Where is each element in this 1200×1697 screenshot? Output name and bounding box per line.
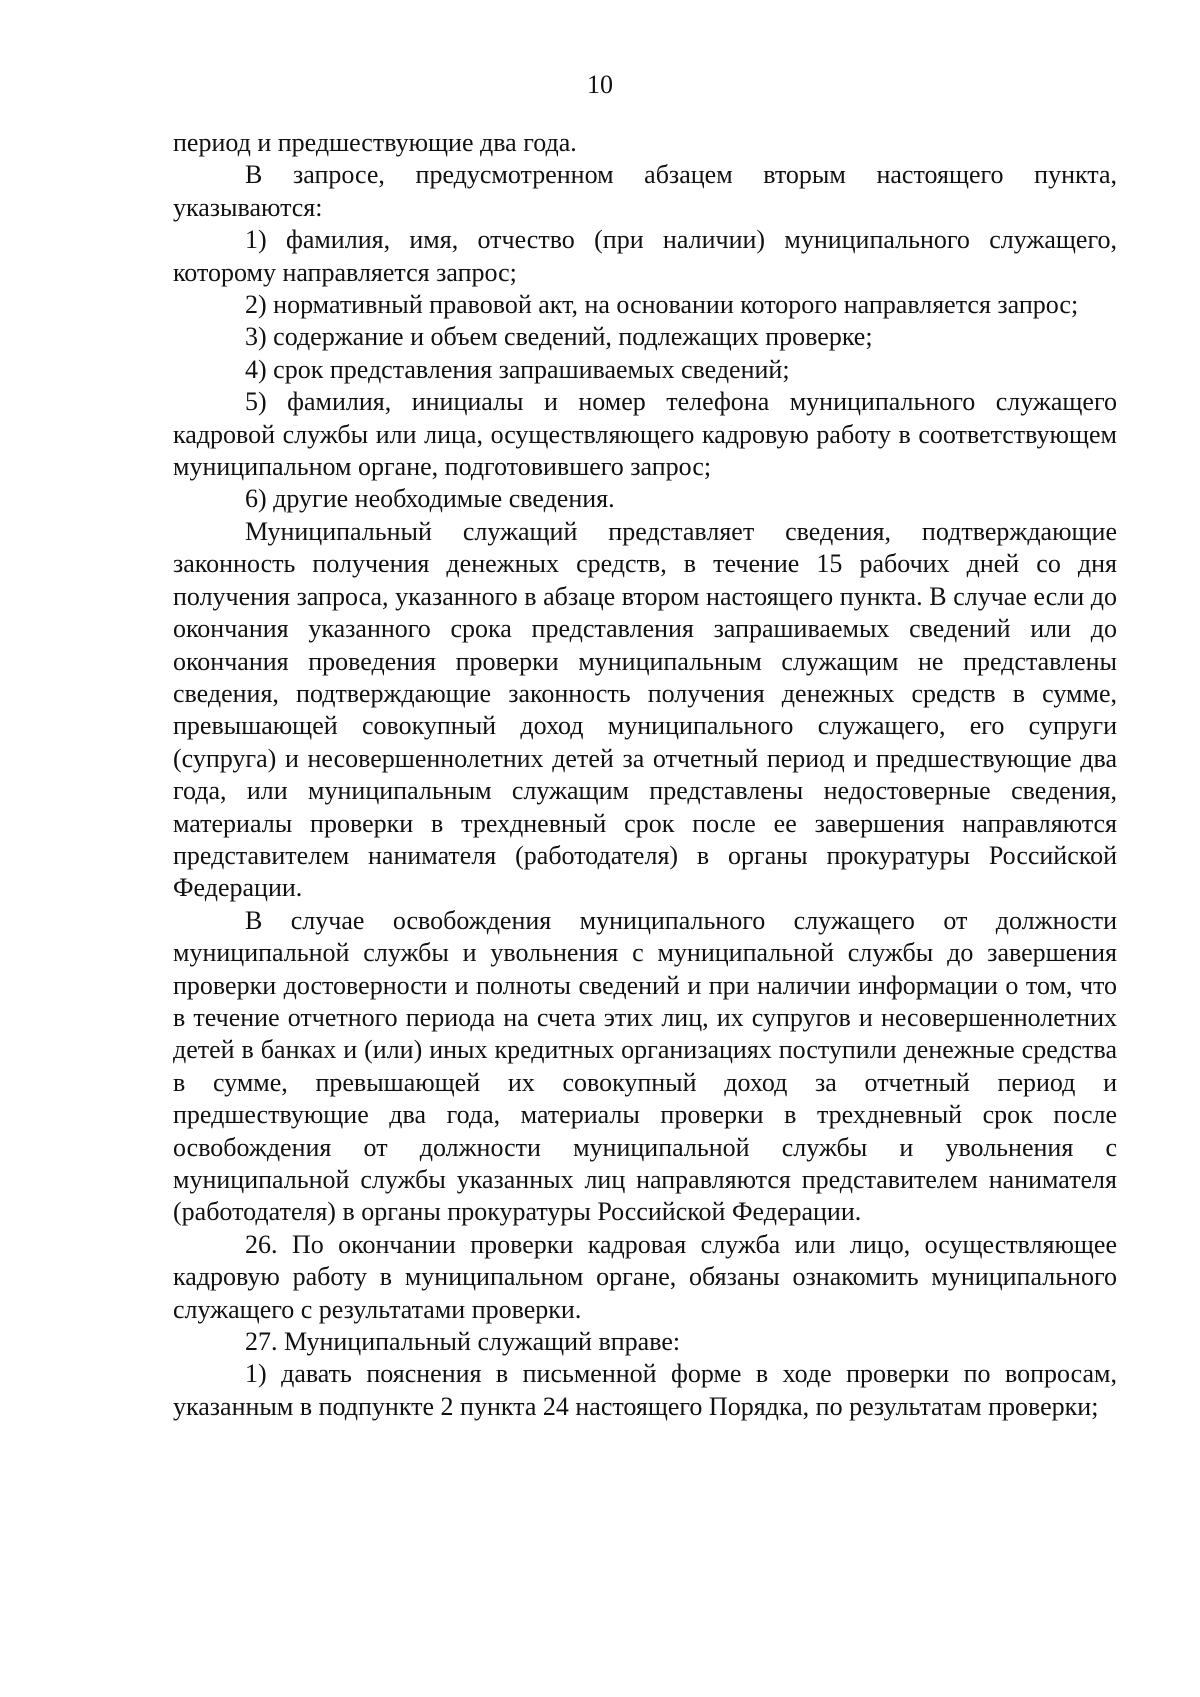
paragraph: В запросе, предусмотренном абзацем вторым настоящего пункта, указываются: [173, 160, 1117, 222]
list-item: 6) другие необходимые сведения. [245, 484, 615, 514]
list-item: 1) давать пояснения в письменной форме в ходе проверки по вопросам, указанным в подпункте 2 пункта 24 настоящего Порядка, по результатам проверки; [173, 1359, 1117, 1421]
list-item: 3) содержание и объем сведений, подлежащих проверке; [245, 322, 873, 352]
paragraph: Муниципальный служащий представляет сведения, подтверждающие законность получения денежных средств, в течение 15 рабочих дней со дня получения запроса, указанного в абзаце втором настоящего пункта. В случае если до окончания указанного срока представления запрашиваемых сведений или до окончания проведения проверки муниципальным служащим не представлены сведения, подтверждающие законность получения денежных средств в сумме, превышающей совокупный доход муниципального служащего, его супруги (супруга) и несовершеннолетних детей за отчетный период и предшествующие два года, или муниципальным служащим представлены недостоверные сведения, материалы проверки в трехдневный срок после ее завершения направляются представителем нанимателя (работодателя) в органы прокуратуры Российской Федерации. [173, 516, 1117, 903]
list-item: 2) нормативный правовой акт, на основании которого направляется запрос; [245, 290, 1079, 320]
list-item: 5) фамилия, инициалы и номер телефона муниципального служащего кадровой службы или лица, осуществляющего кадровую работу в соответствующем муниципальном органе, подготовившего запрос; [173, 387, 1117, 482]
document-body [173, 127, 1117, 1423]
list-item: 4) срок представления запрашиваемых сведений; [245, 354, 790, 384]
paragraph: 26. По окончании проверки кадровая служба или лицо, осуществляющее кадровую работу в муниципальном органе, обязаны ознакомить муниципального служащего с результатами проверки. [173, 1229, 1117, 1324]
list-item: 1) фамилия, имя, отчество (при наличии) муниципального служащего, которому направляется запрос; [173, 225, 1117, 287]
paragraph: 27. Муниципальный служащий вправе: [245, 1327, 681, 1357]
paragraph: период и предшествующие два года. [173, 128, 577, 157]
page-number: 10 [587, 70, 613, 99]
paragraph: В случае освобождения муниципального служащего от должности муниципальной службы и увольнения с муниципальной службы до завершения проверки достоверности и полноты сведений и при наличии информации о том, что в течение отчетного периода на счета этих лиц, их супругов и несовершеннолетних детей в банках и (или) иных кредитных организациях поступили денежные средства в сумме, превышающей их совокупный доход за отчетный период и предшествующие два года, материалы проверки в трехдневный срок после освобождения от должности муниципальной службы и увольнения с муниципальной службы указанных лиц направляются представителем нанимателя (работодателя) в органы прокуратуры Российской Федерации. [173, 905, 1117, 1227]
